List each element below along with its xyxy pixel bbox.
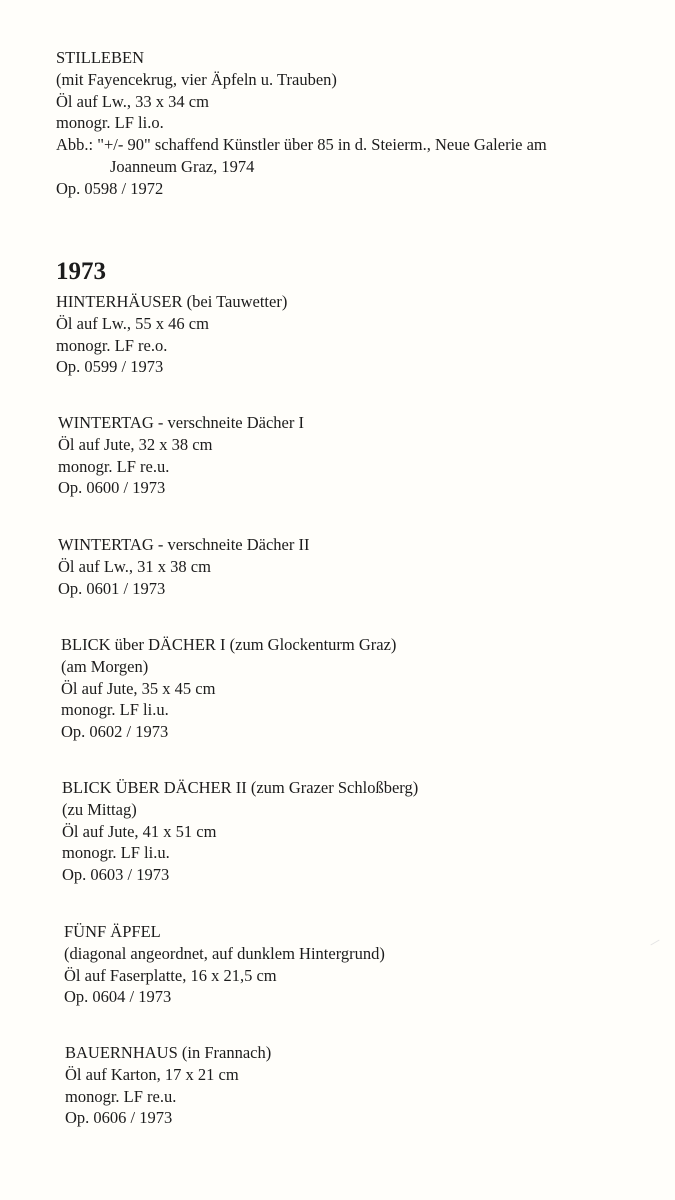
entry-title: FÜNF ÄPFEL <box>64 922 161 941</box>
catalog-entry-blick-ueber-daecher-2 <box>62 777 418 886</box>
entry-title: BLICK ÜBER DÄCHER II (zum Grazer Schloßberg) <box>62 778 419 797</box>
entry-title: HINTERHÄUSER (bei Tauwetter) <box>56 292 288 311</box>
entry-title: WINTERTAG - verschneite Dächer I <box>58 413 304 432</box>
entry-subtitle: (zu Mittag) <box>62 799 137 819</box>
catalog-entry-bauernhaus <box>65 1042 271 1129</box>
entry-signature: monogr. LF li.o. <box>56 113 164 133</box>
entry-medium: Öl auf Lw., 31 x 38 cm <box>58 556 211 576</box>
entry-title: WINTERTAG - verschneite Dächer II <box>58 535 310 554</box>
entry-opus-number: Op. 0602 / 1973 <box>61 722 169 742</box>
entry-illustration-reference <box>56 134 547 156</box>
entry-subtitle: (mit Fayencekrug, vier Äpfeln u. Trauben) <box>56 69 337 89</box>
entry-medium: Öl auf Jute, 41 x 51 cm <box>62 821 217 841</box>
entry-title: STILLEBEN <box>56 48 144 67</box>
entry-opus-number: Op. 0603 / 1973 <box>62 865 170 885</box>
entry-opus-number: Op. 0604 / 1973 <box>64 987 172 1007</box>
catalog-entry-stilleben <box>56 47 547 200</box>
entry-opus-number: Op. 0601 / 1973 <box>58 578 166 598</box>
entry-signature: monogr. LF re.u. <box>65 1086 177 1106</box>
catalog-entry-fuenf-aepfel <box>64 921 385 1008</box>
catalog-entry-blick-ueber-daecher-1 <box>61 634 396 743</box>
entry-subtitle: (am Morgen) <box>61 656 149 676</box>
entry-opus-number: Op. 0606 / 1973 <box>65 1108 173 1128</box>
entry-medium: Öl auf Lw., 55 x 46 cm <box>56 313 209 333</box>
catalog-entry-wintertag-1 <box>58 412 304 499</box>
catalog-entry-hinterhaeuser <box>56 291 287 378</box>
entry-title: BAUERNHAUS (in Frannach) <box>65 1043 272 1062</box>
abb-text: "+/- 90" schaffend Künstler über 85 in d. Steierm., Neue Galerie am <box>97 135 547 155</box>
entry-title: BLICK über DÄCHER I (zum Glockenturm Graz) <box>61 635 397 654</box>
entry-opus-number: Op. 0599 / 1973 <box>56 357 164 377</box>
entry-signature: monogr. LF re.u. <box>58 456 170 476</box>
entry-medium: Öl auf Jute, 35 x 45 cm <box>61 678 216 698</box>
abb-continuation: Joanneum Graz, 1974 <box>110 156 255 176</box>
scan-speck <box>650 940 659 946</box>
entry-medium: Öl auf Karton, 17 x 21 cm <box>65 1064 239 1084</box>
entry-opus-number: Op. 0598 / 1972 <box>56 178 164 198</box>
entry-medium: Öl auf Faserplatte, 16 x 21,5 cm <box>64 965 277 985</box>
entry-signature: monogr. LF li.u. <box>62 843 170 863</box>
abb-label: Abb.: <box>56 135 94 155</box>
catalog-entry-wintertag-2 <box>58 534 310 599</box>
entry-signature: monogr. LF li.u. <box>61 700 169 720</box>
entry-signature: monogr. LF re.o. <box>56 335 168 355</box>
entry-subtitle: (diagonal angeordnet, auf dunklem Hintergrund) <box>64 943 385 963</box>
year-heading-1973: 1973 <box>56 258 106 285</box>
entry-medium: Öl auf Jute, 32 x 38 cm <box>58 434 213 454</box>
entry-medium: Öl auf Lw., 33 x 34 cm <box>56 91 209 111</box>
entry-opus-number: Op. 0600 / 1973 <box>58 478 166 498</box>
